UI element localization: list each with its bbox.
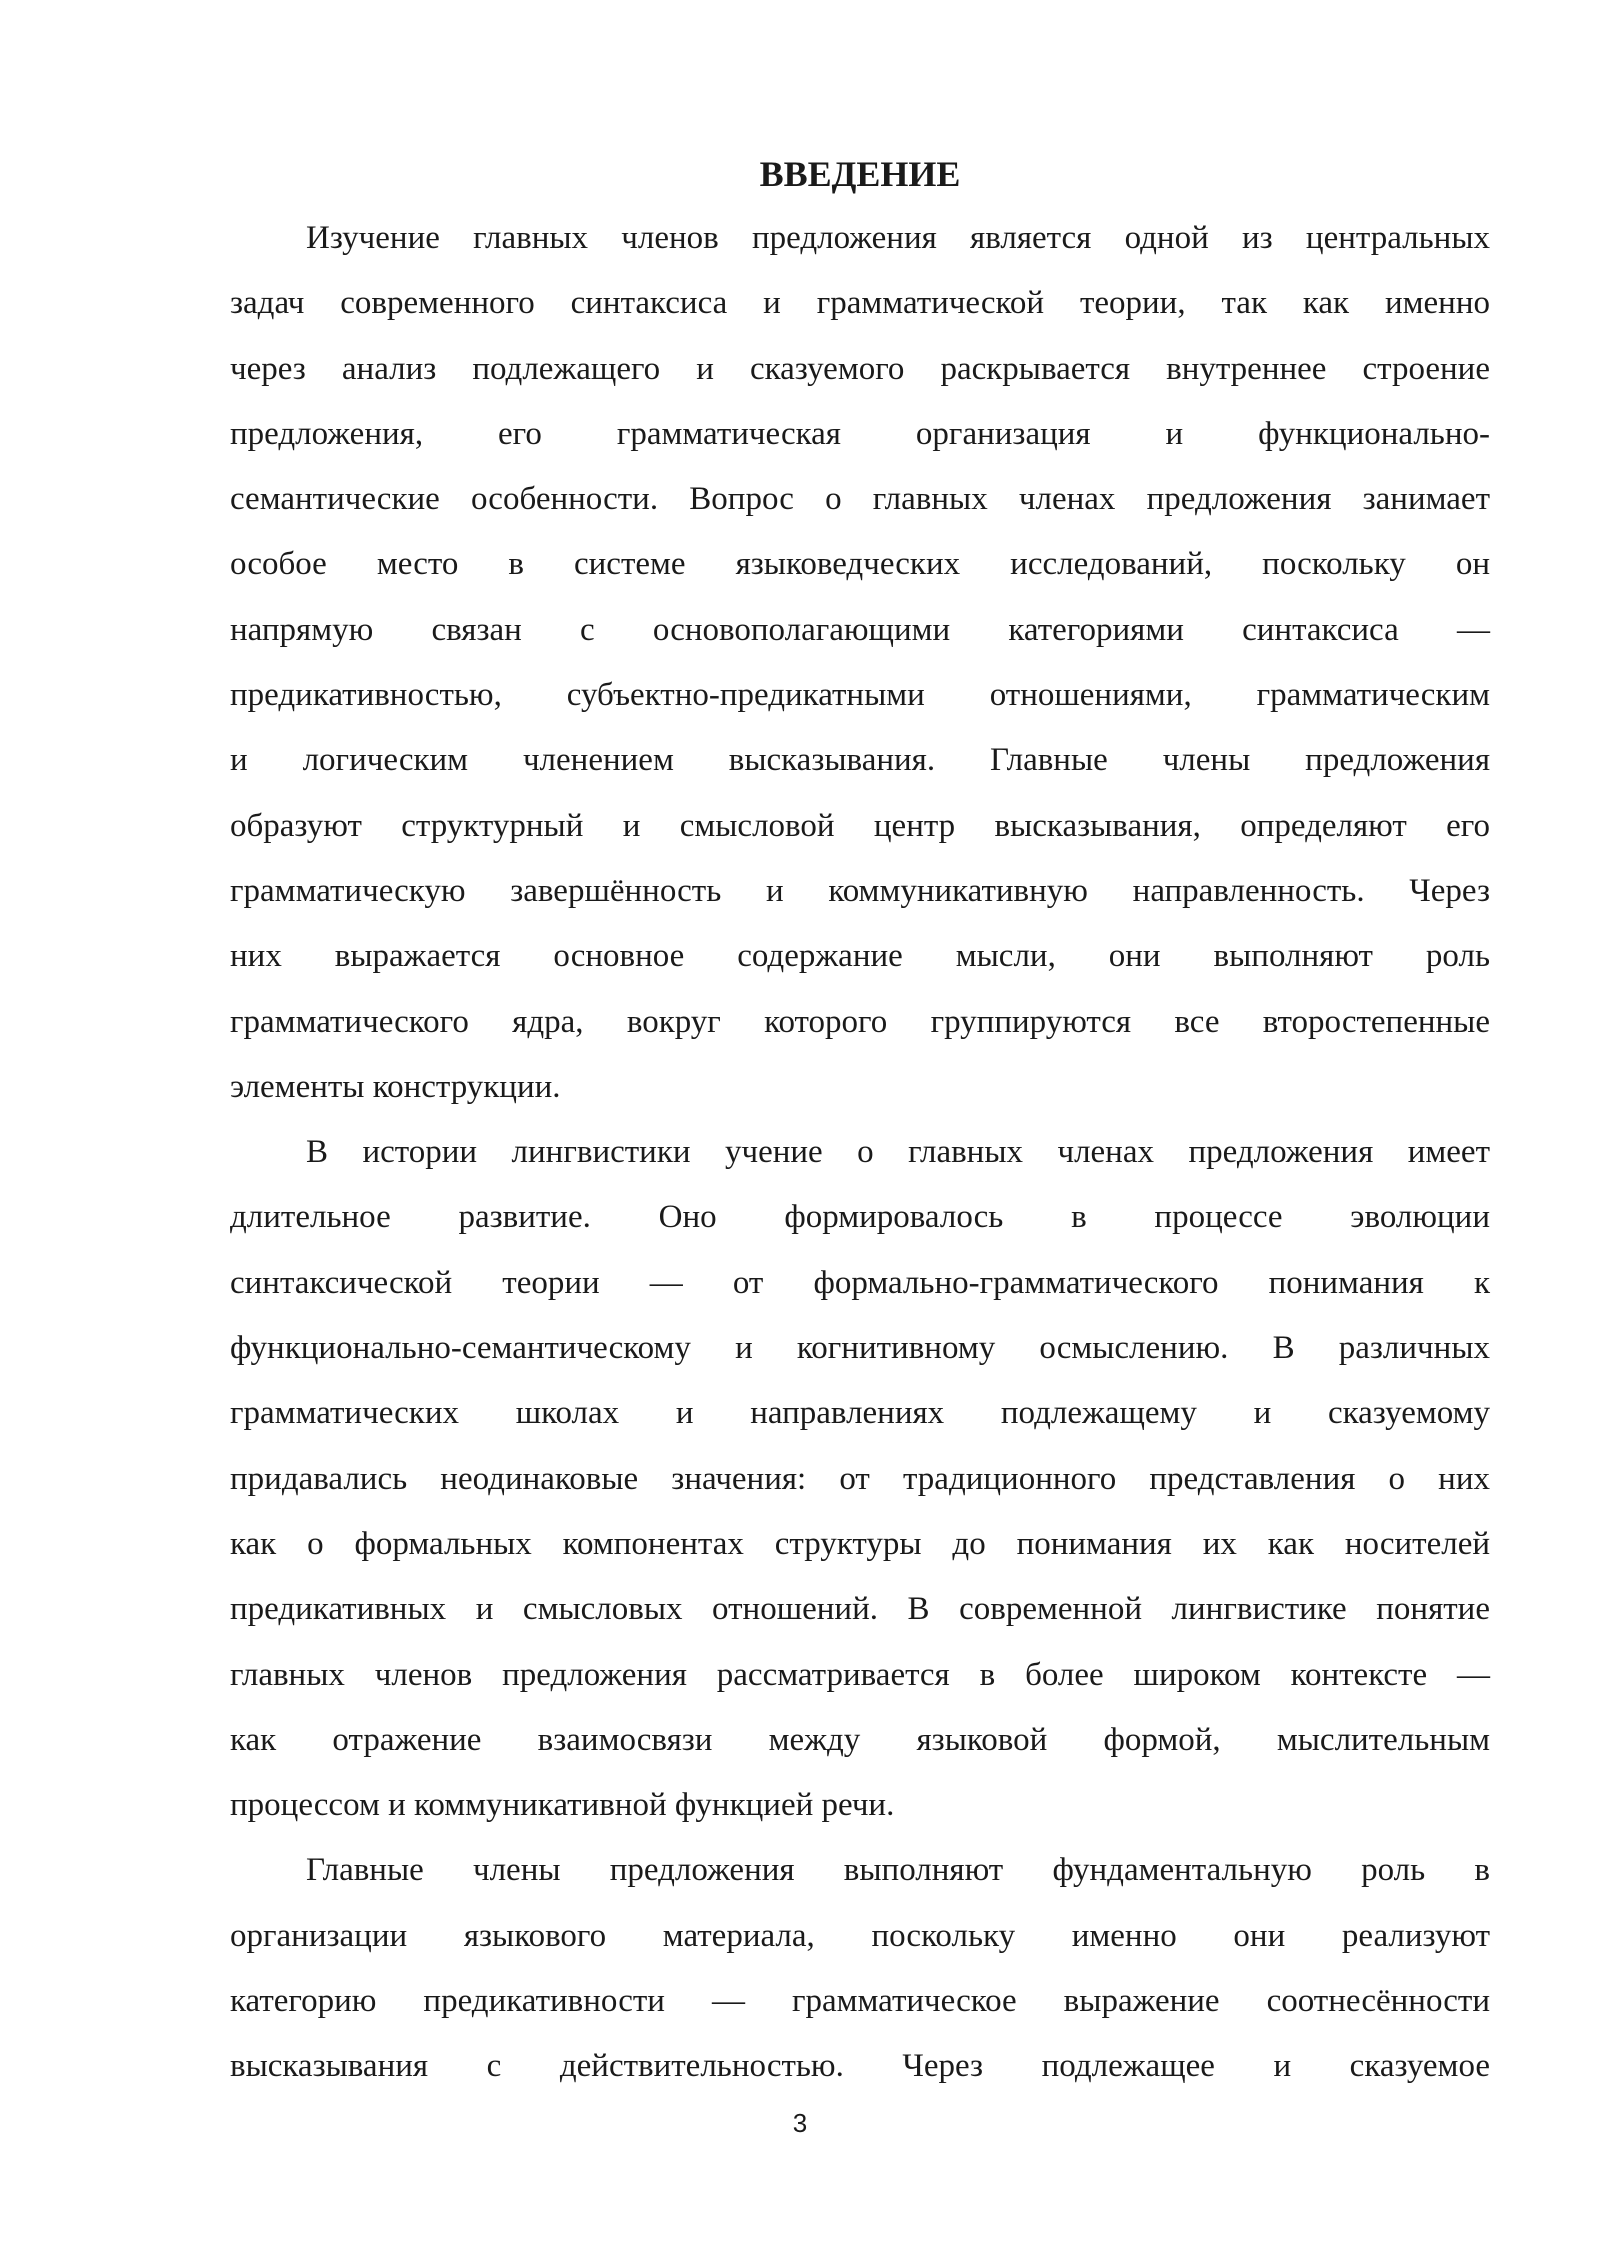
text-line: процессом и коммуникативной функцией речи. (230, 1787, 895, 1824)
text-line: организации языкового материала, поскольку именно они реализуют (230, 1917, 1490, 1954)
text-line: предикативностью, субъектно-предикатными отношениями, грамматическим (230, 677, 1490, 714)
text-line: функционально-семантическому и когнитивному осмыслению. В различных (230, 1330, 1490, 1367)
text-line: придавались неодинаковые значения: от традиционного представления о них (230, 1460, 1490, 1497)
text-line: них выражается основное содержание мысли, они выполняют роль (230, 938, 1490, 975)
paragraph (230, 1120, 1490, 1838)
text-line: Изучение главных членов предложения является одной из центральных (306, 220, 1490, 256)
text-line: В истории лингвистики учение о главных членах предложения имеет (306, 1134, 1490, 1171)
text-line: как отражение взаимосвязи между языковой формой, мыслительным (230, 1721, 1490, 1758)
text-line: грамматических школах и направлениях подлежащему и сказуемому (230, 1395, 1490, 1432)
paragraph (230, 1838, 1490, 2099)
text-line: синтаксической теории — от формально-грамматического понимания к (230, 1264, 1490, 1301)
text-line: главных членов предложения рассматривается в более широком контексте — (230, 1656, 1490, 1693)
text-line: длительное развитие. Оно формировалось в процессе эволюции (230, 1199, 1490, 1236)
text-line: элементы конструкции. (230, 1068, 561, 1105)
paragraph (230, 206, 1490, 1120)
text-line: грамматическую завершённость и коммуникативную направленность. Через (230, 872, 1490, 909)
body-text (230, 206, 1490, 2100)
text-line: предложения, его грамматическая организация и функционально- (230, 415, 1490, 452)
text-line: особое место в системе языковедческих исследований, поскольку он (230, 546, 1490, 583)
page-number: 3 (792, 2108, 808, 2138)
text-line: категорию предикативности — грамматическое выражение соотнесённости (230, 1983, 1490, 2020)
text-line: задач современного синтаксиса и грамматической теории, так как именно (230, 285, 1490, 322)
text-line: напрямую связан с основополагающими категориями синтаксиса — (230, 611, 1490, 648)
text-line: через анализ подлежащего и сказуемого раскрывается внутреннее строение (230, 350, 1490, 387)
text-line: грамматического ядра, вокруг которого группируются все второстепенные (230, 1003, 1490, 1040)
text-line: Главные члены предложения выполняют фундаментальную роль в (306, 1852, 1490, 1889)
text-line: как о формальных компонентах структуры до понимания их как носителей (230, 1525, 1490, 1562)
text-line: высказывания с действительностью. Через подлежащее и сказуемое (230, 2048, 1490, 2085)
text-line: образуют структурный и смысловой центр высказывания, определяют его (230, 807, 1490, 844)
text-line: предикативных и смысловых отношений. В современной лингвистике понятие (230, 1591, 1490, 1628)
section-heading: ВВЕДЕНИЕ (759, 154, 961, 194)
text-line: и логическим членением высказывания. Главные члены предложения (230, 742, 1490, 779)
text-line: семантические особенности. Вопрос о главных членах предложения занимает (230, 481, 1490, 518)
